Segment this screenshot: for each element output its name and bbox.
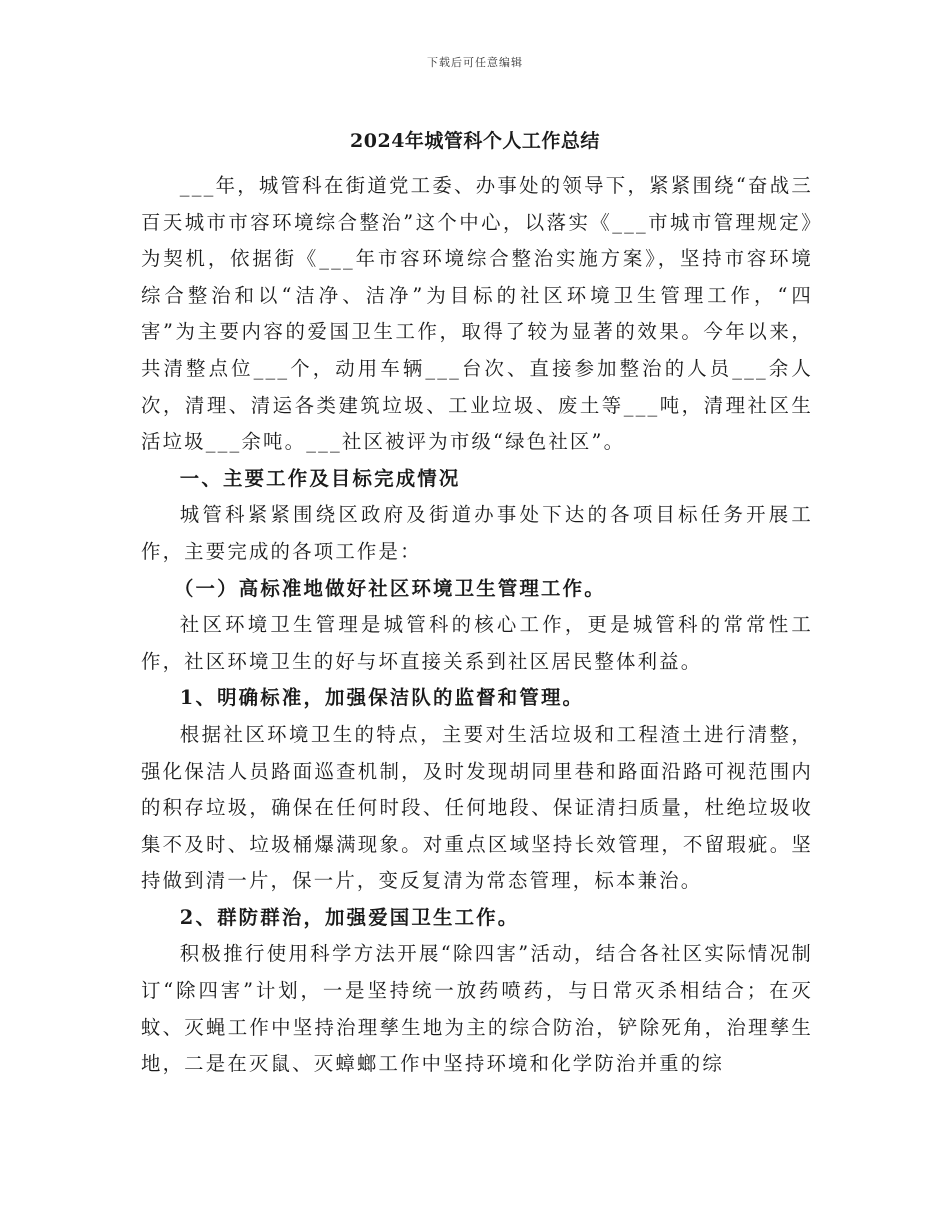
item-heading-2: 2、群防群治，加强爱国卫生工作。 [179,905,520,929]
paragraph-item-2: 积极推行使用科学方法开展“除四害”活动，结合各社区实际情况制订“除四害”计划，一是坚持统一放药喷药，与日常灭杀相结合；在灭蚊、灭蝇工作中坚持治理孳生地为主的综合防治，铲除死角，治理孳生地，二是在灭鼠、灭蟑螂工作中坚持环境和化学防治并重的综 [141,942,813,1076]
paragraph-intro: ___年，城管科在街道党工委、办事处的领导下，紧紧围绕“奋战三百天城市市容环境综合整治”这个中心，以落实《___市城市管理规定》为契机，依据街《___年市容环境综合整治实施方案》，坚持市容环境综合整治和以“洁净、洁净”为目标的社区环境卫生管理工作，“四害”为主要内容的爱国卫生工作，取得了较为显著的效果。今年以来，共清整点位___个，动用车辆___台次、直接参加整治的人员___余人次，清理、清运各类建筑垃圾、工业垃圾、废土等___吨，清理社区生活垃圾___余吨。___社区被评为市级“绿色社区”。 [141,174,813,454]
document-body [141,168,813,1083]
section-heading-1: 一、主要工作及目标完成情况 [179,466,461,490]
subsection-heading-1: （一）高标准地做好社区环境卫生管理工作。 [173,576,606,600]
document-title: 2024年城管科个人工作总结 [350,130,600,152]
page-header-note: 下载后可任意编辑 [427,56,523,69]
paragraph-section-1-intro: 城管科紧紧围绕区政府及街道办事处下达的各项目标任务开展工作，主要完成的各项工作是： [141,503,813,563]
paragraph-subsection-1: 社区环境卫生管理是城管科的核心工作，更是城管科的常常性工作，社区环境卫生的好与坏直接关系到社区居民整体利益。 [141,613,813,673]
paragraph-item-1: 根据社区环境卫生的特点，主要对生活垃圾和工程渣土进行清整，强化保洁人员路面巡查机制，及时发现胡同里巷和路面沿路可视范围内的积存垃圾，确保在任何时段、任何地段、保证清扫质量，杜绝垃圾收集不及时、垃圾桶爆满现象。对重点区域坚持长效管理，不留瑕疵。坚持做到清一片，保一片，变反复清为常态管理，标本兼治。 [141,722,813,893]
item-heading-1: 1、明确标准，加强保洁队的监督和管理。 [179,686,585,710]
